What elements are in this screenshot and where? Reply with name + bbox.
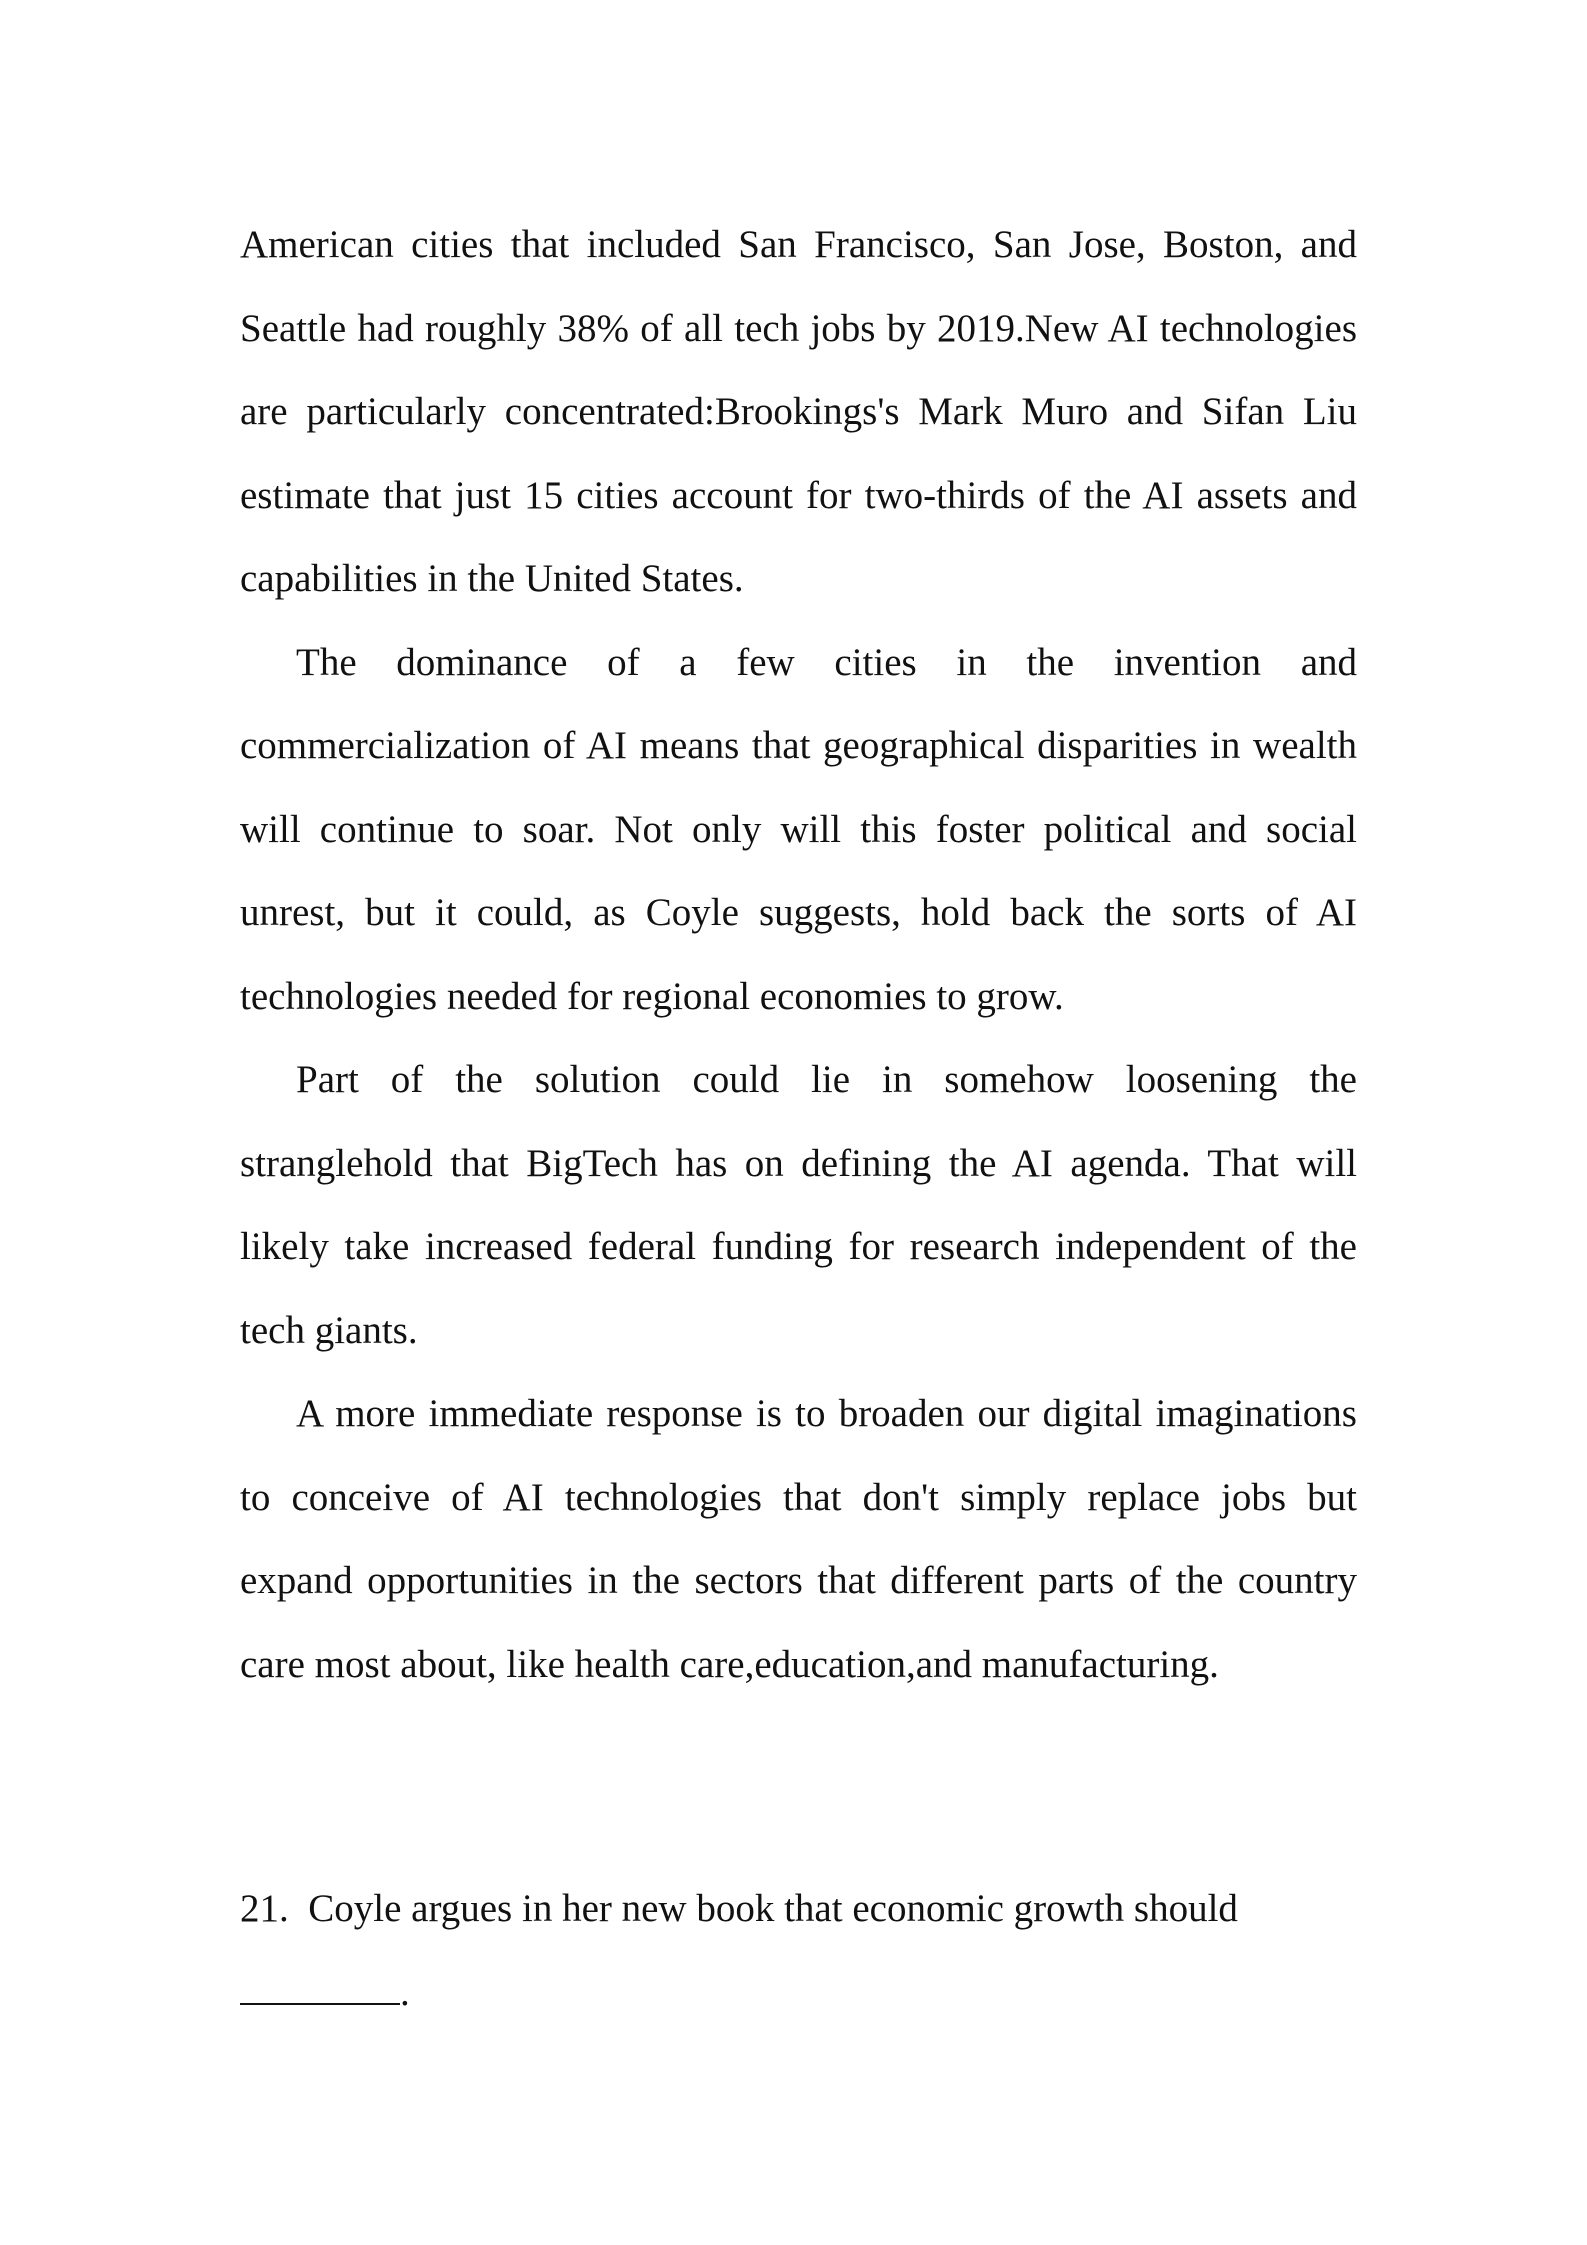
paragraph-4: A more immediate response is to broaden our digital imaginations to conceive of AI technologies that don't simply replace jobs but expand opportunities in the sectors that different parts of the country care most about, like health care,education,and manufacturing. [240, 1392, 1357, 1686]
paragraph-3: Part of the solution could lie in somehow loosening the stranglehold that BigTech has on defining the AI agenda. That will likely take increased federal funding for research independent of the tech giants. [240, 1058, 1357, 1352]
passage [240, 203, 1357, 1706]
paragraph-1: American cities that included San Francisco, San Jose, Boston, and Seattle had roughly 38% of all tech jobs by 2019.New AI technologies are particularly concentrated:Brookings's Mark Muro and Sifan Liu estimate that just 15 cities account for two-thirds of the AI assets and capabilities in the United States. [240, 223, 1357, 600]
question-21 [240, 1867, 1357, 2034]
paragraph-2: The dominance of a few cities in the invention and commercialization of AI means that geographical disparities in wealth will continue to soar. Not only will this foster political and social unrest, but it could, as Coyle suggests, hold back the sorts of AI technologies needed for regional economies to grow. [240, 640, 1357, 1018]
question-end-punctuation: . [400, 1970, 410, 2014]
answer-blank [240, 1969, 400, 2005]
question-text: Coyle argues in her new book that economic growth should [308, 1887, 1238, 1930]
question-number: 21. [240, 1887, 289, 1930]
